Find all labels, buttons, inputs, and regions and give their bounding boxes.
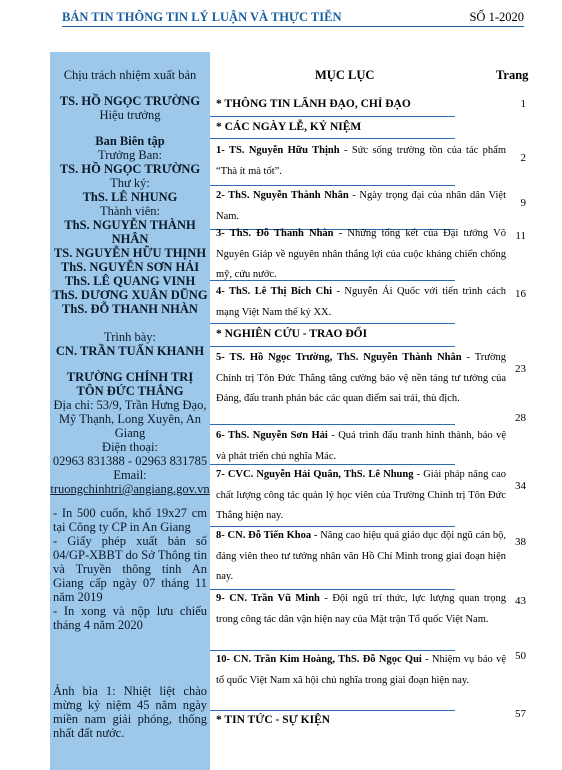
email-label: Email: [113,468,147,482]
address: Địa chỉ: 53/9, Trần Hưng Đạo, Mỹ Thạnh, Long Xuyên, An Giang [53,398,207,440]
email-link[interactable]: truongchinhtri@angiang.gov.vn [50,482,210,496]
cover-note: Ảnh bìa 1: Nhiệt liệt chào mừng kỷ niệm 45 năm ngày miền nam giải phóng, thống nhất đất nước. [53,684,207,740]
page-number: 43 [515,595,526,607]
entry-author: 6- ThS. Nguyễn Sơn Hải [216,430,328,441]
member-name: TS. NGUYỄN HỮU THỊNH [53,246,207,260]
divider [210,280,455,281]
toc-entry[interactable] [216,348,506,410]
print-info: - In 500 cuốn, khổ 19x27 cm tại Công ty CP in An Giang [53,506,207,534]
entry-title: - Đội ngũ trí thức, lực lượng quan trọng trong công tác dân vận hiện nay của Mặt trận Tổ quốc Việt Nam. [216,593,507,625]
member-name: ThS. LÊ QUANG VINH [64,274,196,288]
page-number: 2 [520,152,526,164]
entry-title: - Trường Chính trị Tôn Đức Thắng tăng cường bảo vệ nền tảng tư tưởng của Đảng, đấu tranh phản bác các quan điểm sai trái, thù địch. [216,352,506,404]
toc-entry[interactable] [216,650,506,691]
phone: 02963 831388 - 02963 831785 [52,454,208,468]
entry-author: 4- ThS. Lê Thị Bích Chi [216,286,333,297]
entry-author: 2- ThS. Nguyễn Thành Nhân [216,190,349,201]
toc-entry[interactable] [216,589,506,630]
masthead-sidebar [50,52,210,770]
entry-title: - Nguyễn Ái Quốc với tiến trình cách mạng Việt Nam thế kỷ XX. [216,286,507,318]
entry-title: - Ngày trọng đại của nhân dân Việt Nam. [216,190,506,222]
layout-name: CN. TRẦN TUẤN KHANH [55,344,205,358]
school-name: TRƯỜNG CHÍNH TRỊ [66,370,194,384]
bulletin-title: BẢN TIN THÔNG TIN LÝ LUẬN VÀ THỰC TIỄN [62,10,342,24]
page-number: 28 [515,412,526,424]
entry-author: 8- CN. Đỗ Tiến Khoa [216,530,312,541]
issue-number: SỐ 1-2020 [469,10,524,24]
entry-title: - Những tổng kết của Đại tướng Võ Nguyên Giáp về nguyên nhân thắng lợi của cuộc kháng chiến chống mỹ, cứu nước. [216,228,506,280]
section-heading: * NGHIÊN CỨU - TRAO ĐỔI [216,328,368,340]
member-name: ThS. DƯƠNG XUÂN DŨNG [52,288,208,302]
divider [210,138,455,139]
toc-entry[interactable] [216,426,506,467]
member-name: ThS. NGUYỄN THÀNH NHÂN [64,218,196,246]
page-number: 9 [520,197,526,209]
head-label: Trưởng Ban: [98,148,162,162]
toc-entry[interactable] [216,465,506,527]
head-name: TS. HỒ NGỌC TRƯỜNG [59,162,201,176]
toc-entry[interactable] [216,186,506,227]
entry-title: - Quá trình đấu tranh hình thành, bảo vệ và phát triển chủ nghĩa Mác. [216,430,506,462]
entry-title: - Nhiệm vụ bảo vệ tổ quốc Việt Nam xã hội chủ nghĩa trong giai đoạn hiện nay. [216,654,506,686]
entry-title: - Nâng cao hiệu quả giáo dục đội ngũ cán bộ, đảng viên theo tư tưởng nhân văn Hồ Chí Minh trong giai đoạn hiện nay. [216,530,507,582]
print-info: - Giấy phép xuất bản số 04/GP-XBBT do Sở Thông tin và Truyền thông tỉnh An Giang cấp ngày 07 tháng 11 năm 2019 [53,534,207,604]
page-number: 57 [515,708,526,720]
print-info: - In xong và nộp lưu chiểu tháng 4 năm 2020 [53,604,207,632]
toc-entry[interactable] [216,526,506,588]
page-column-header: Trang [496,68,529,82]
divider [210,346,455,347]
divider [210,116,455,117]
secretary-label: Thư ký: [110,176,150,190]
divider [210,710,455,711]
school-name: TÔN ĐỨC THẮNG [76,384,184,398]
board-label: Ban Biên tập [95,134,165,148]
responsibility-label: Chịu trách nhiệm xuất bản [63,68,197,82]
entry-author: 7- CVC. Nguyễn Hải Quân, ThS. Lê Nhung [216,469,414,480]
phone-label: Điện thoại: [102,440,158,454]
entry-author: 1- TS. Nguyễn Hữu Thịnh [216,145,340,156]
section-heading: * CÁC NGÀY LỄ, KỶ NIỆM [216,121,362,133]
secretary-name: ThS. LÊ NHUNG [82,190,178,204]
page-number: 50 [515,650,526,662]
toc-title: MỤC LỤC [315,68,375,82]
entry-title: - Sức sống trường tồn của tác phẩm “Thà ít mà tốt”. [216,145,506,177]
responsibility-name: TS. HỒ NGỌC TRƯỜNG [59,94,201,108]
responsibility-title: Hiệu trưởng [99,108,161,122]
page-number: 38 [515,536,526,548]
toc-entry[interactable] [216,282,506,323]
layout-label: Trình bày: [104,330,156,344]
section-heading: * TIN TỨC - SỰ KIỆN [216,714,331,726]
page-number: 34 [515,480,526,492]
entry-author: 5- TS. Hồ Ngọc Trường, ThS. Nguyễn Thành Nhân [216,352,462,363]
entry-author: 9- CN. Trần Vũ Minh [216,593,320,604]
page-number: 1 [520,98,526,110]
page-number: 11 [515,230,526,242]
members-label: Thành viên: [99,204,161,218]
divider [210,424,455,425]
entry-author: 3- ThS. Đỗ Thanh Nhàn [216,228,334,239]
entry-title: - Giải pháp nâng cao chất lượng công tác quản lý học viên của Trường Chính trị Tôn Đức Thắng hiện nay. [216,469,507,521]
entry-author: 10- CN. Trần Kim Hoàng, ThS. Đỗ Ngọc Qui [216,654,422,665]
member-name: ThS. NGUYỄN SƠN HẢI [60,260,200,274]
section-heading: * THÔNG TIN LÃNH ĐẠO, CHỈ ĐẠO [216,98,411,110]
page-number: 16 [515,288,526,300]
member-name: ThS. ĐỖ THANH NHÀN [62,302,198,316]
running-header [62,6,524,27]
toc-entry[interactable] [216,141,506,182]
toc-entry[interactable] [216,224,506,286]
divider [210,323,455,324]
page-number: 23 [515,363,526,375]
